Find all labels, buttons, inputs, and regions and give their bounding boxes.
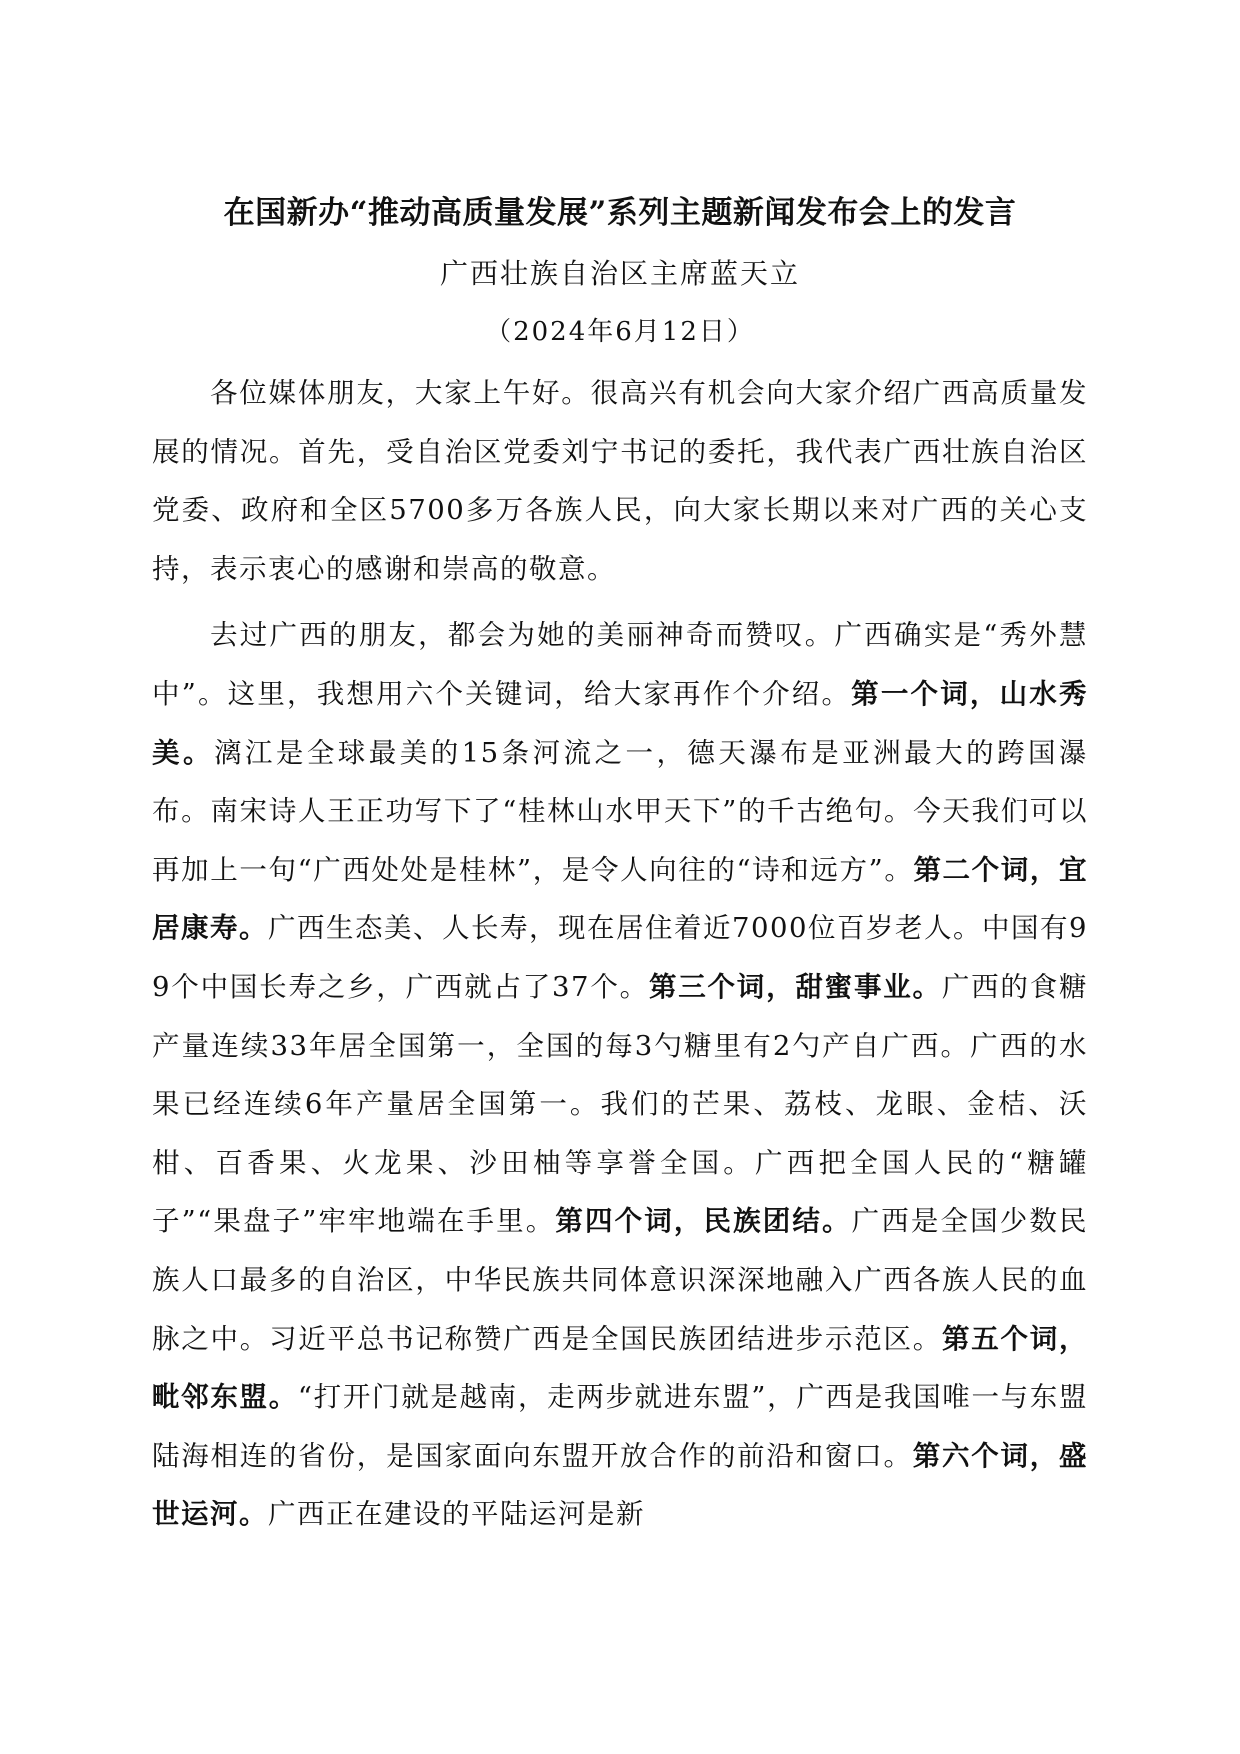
- paragraph-text: “打开门就是越南，走两步就进东盟”，广西是我国唯一与东盟陆海相连的省份，是国家面向东盟开放合作的前沿和窗口。: [152, 1381, 1088, 1472]
- paragraph-text: 漓江是全球最美的15条河流之一，德天瀑布是亚洲最大的跨国瀑布。南宋诗人王正功写下了“桂林山水甲天下”的千古绝句。今天我们可以再加上一句“广西处处是桂林”，是令人向往的“诗和远方”。: [152, 736, 1088, 886]
- keyword-heading: 第五个词，毗邻东盟。: [152, 1322, 1089, 1414]
- document-author: 广西壮族自治区主席蓝天立: [439, 257, 800, 290]
- keyword-heading: 第三个词，甜蜜事业。: [648, 970, 942, 1003]
- paragraph-text: 广西生态美、人长寿，现在居住着近7000位百岁老人。中国有99个中国长寿之乡，广西就占了37个。: [152, 912, 1089, 1003]
- paragraph-keywords: [152, 606, 1088, 1544]
- document-body: [152, 364, 1088, 1544]
- paragraph-text: 广西的食糖产量连续33年居全国第一，全国的每3勺糖里有2勺产自广西。广西的水果已经连续6年产量居全国第一。我们的芒果、荔枝、龙眼、金桔、沃柑、百香果、火龙果、沙田柚等享誉全国。广西把全国人民的“糖罐子”“果盘子”牢牢地端在手里。: [152, 970, 1089, 1238]
- paragraph-text: 各位媒体朋友，大家上午好。很高兴有机会向大家介绍广西高质量发展的情况。首先，受自治区党委刘宁书记的委托，我代表广西壮族自治区党委、政府和全区5700多万各族人民，向大家长期以来对广西的关心支持，表示衷心的感谢和崇高的敬意。: [152, 377, 1088, 585]
- paragraph-text: 去过广西的朋友，都会为她的美丽神奇而赞叹。广西确实是“秀外慧中”。这里，我想用六个关键词，给大家再作个介绍。: [152, 619, 1088, 710]
- document-title: 在国新办“推动高质量发展”系列主题新闻发布会上的发言: [223, 195, 1017, 231]
- paragraph-text: 广西是全国少数民族人口最多的自治区，中华民族共同体意识深深地融入广西各族人民的血脉之中。习近平总书记称赞广西是全国民族团结进步示范区。: [152, 1205, 1089, 1355]
- paragraph-greeting: [152, 364, 1088, 598]
- document-date: （2024年6月12日）: [485, 317, 755, 347]
- keyword-heading: 第四个词，民族团结。: [555, 1205, 852, 1238]
- keyword-heading: 第六个词，盛世运河。: [152, 1439, 1089, 1531]
- paragraph-text: 广西正在建设的平陆运河是新: [268, 1498, 645, 1531]
- keyword-heading: 第一个词，山水秀美。: [152, 677, 1088, 769]
- keyword-heading: 第二个词，宜居康寿。: [152, 853, 1089, 945]
